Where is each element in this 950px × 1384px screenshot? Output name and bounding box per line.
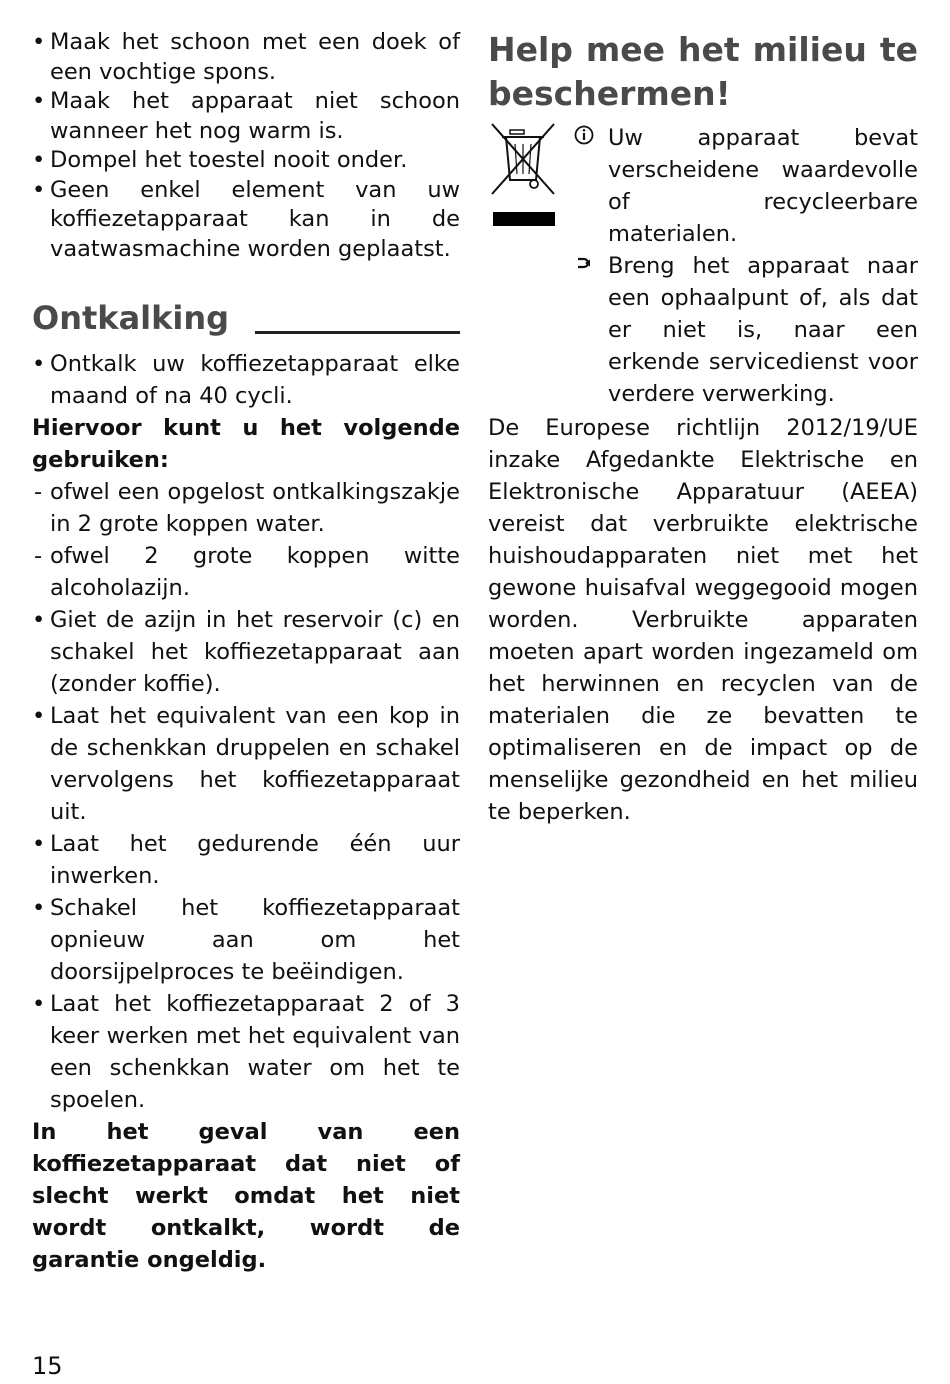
- section-heading: [32, 298, 460, 338]
- list-item: • Geen enkel element van uw koffiezetapparaat kan in de vaatwasmachine worden geplaatst.: [32, 176, 460, 265]
- heading-rule: [255, 331, 460, 334]
- list-item: • Ontkalk uw koffiezetapparaat elke maand of na 40 cycli.: [32, 348, 460, 412]
- left-column: [32, 28, 460, 1276]
- warranty-warning: In het geval van een koffiezetapparaat dat niet of slecht werkt omdat het niet wordt ontkalkt, wordt de garantie ongeldig.: [32, 1119, 460, 1273]
- dash-item: - ofwel 2 grote koppen witte alcoholazijn.: [32, 540, 460, 604]
- list-item: • Maak het apparaat niet schoon wanneer het nog warm is.: [32, 87, 460, 146]
- list-item: • Maak het schoon met een doek of een vochtige spons.: [32, 28, 460, 87]
- list-item: • Dompel het toestel nooit onder.: [32, 146, 460, 176]
- list-item: • Laat het gedurende één uur inwerken.: [32, 828, 460, 892]
- list-item: • Laat het koffiezetapparaat 2 of 3 keer werken met het equivalent van een schenkkan water om het te spoelen.: [32, 988, 460, 1116]
- list-item: • Giet de azijn in het reservoir (c) en schakel het koffiezetapparaat aan (zonder koffie).: [32, 604, 460, 700]
- cleaning-list: [32, 28, 460, 264]
- arrow-row: [488, 250, 918, 410]
- page-number: 15: [32, 1352, 63, 1380]
- dash-item: - ofwel een opgelost ontkalkingszakje in 2 grote koppen water.: [32, 476, 460, 540]
- info-text: Uw apparaat bevat verscheidene waardevolle of recycleerbare materialen.: [608, 125, 918, 247]
- info-icon: [572, 122, 596, 154]
- list-item: • Laat het equivalent van een kop in de schenkkan druppelen en schakel vervolgens het koffiezetapparaat uit.: [32, 700, 460, 828]
- arrow-right-icon: [572, 250, 596, 282]
- section-title: Ontkalking: [32, 299, 230, 337]
- directive-paragraph: De Europese richtlijn 2012/19/UE inzake Afgedankte Elektrische en Elektronische Apparatuur (AEEA) vereist dat verbruikte elektrische huishoudapparaten niet met het gewone huisafval weggegooid mogen worden. Verbruikte apparaten moeten apart worden ingezameld om het herwinnen en recyclen van de materialen die ze bevatten te optimaliseren en de impact op de menselijke gezondheid en het milieu te beperken.: [488, 415, 918, 825]
- bold-intro: Hiervoor kunt u het volgende gebruiken:: [32, 415, 460, 473]
- separate-collection-bar: [493, 212, 555, 226]
- arrow-text: Breng het apparaat naar een ophaalpunt of, als dat er niet is, naar een erkende servicedienst voor verdere verwerking.: [608, 253, 918, 407]
- environment-title: Help mee het milieu te beschermen!: [488, 30, 918, 113]
- crossed-out-wheelie-bin-icon: [488, 120, 560, 204]
- list-item: • Schakel het koffiezetapparaat opnieuw aan om het doorsijpelproces te beëindigen.: [32, 892, 460, 988]
